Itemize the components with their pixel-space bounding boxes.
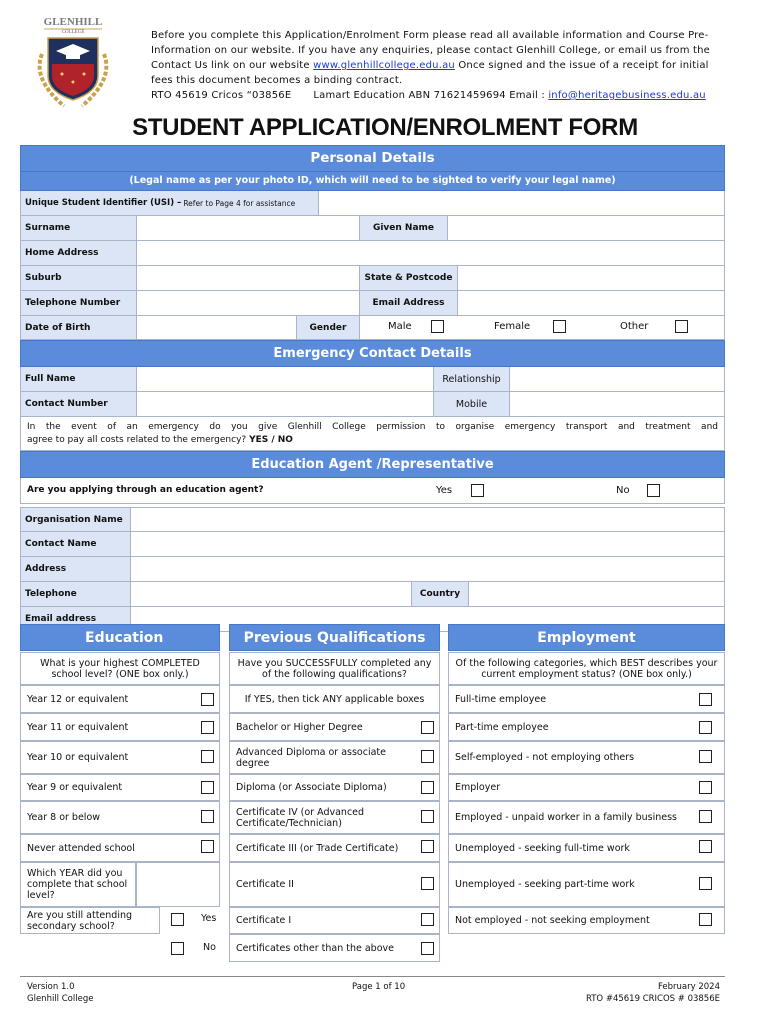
given-name-input[interactable] [448, 216, 724, 240]
usi-label: Unique Student Identifier (USI) – Refer to Page 4 for assistance [21, 191, 319, 215]
employment-header: Employment [448, 624, 725, 651]
attending-no-checkbox[interactable] [171, 942, 184, 955]
employment-option: Employed - unpaid worker in a family business [448, 801, 725, 834]
qualification-checkbox[interactable] [421, 810, 434, 823]
education-header: Education [20, 624, 220, 651]
year-completed-input[interactable] [136, 862, 220, 907]
telephone-label: Telephone Number [21, 291, 137, 315]
emergency-contact-label: Contact Number [21, 392, 137, 416]
relationship-input[interactable] [510, 367, 724, 391]
agent-contact-input[interactable] [131, 532, 724, 556]
attending-yes-label: Yes [201, 913, 217, 924]
state-postcode-label: State & Postcode [360, 266, 458, 290]
given-name-label: Given Name [360, 216, 448, 240]
qualification-option: Certificate III (or Trade Certificate) [229, 834, 440, 862]
qualification-checkbox[interactable] [421, 913, 434, 926]
female-checkbox[interactable] [553, 320, 566, 333]
qualification-option: Diploma (or Associate Diploma) [229, 774, 440, 801]
country-input[interactable] [469, 582, 724, 606]
qualification-checkbox[interactable] [421, 750, 434, 763]
suburb-input[interactable] [137, 266, 360, 290]
qualification-option: Bachelor or Higher Degree [229, 713, 440, 741]
qualification-checkbox[interactable] [421, 840, 434, 853]
attending-yes-checkbox[interactable] [171, 913, 184, 926]
education-option: Year 12 or equivalent [20, 685, 220, 713]
qualification-option: Certificate I [229, 907, 440, 934]
email-label: Email Address [360, 291, 458, 315]
employment-checkbox[interactable] [699, 840, 712, 853]
employment-checkbox[interactable] [699, 693, 712, 706]
form-upper [20, 145, 725, 632]
personal-note: (Legal name as per your photo ID, which will need to be sighted to verify your legal name) [20, 172, 725, 191]
qualification-option: Advanced Diploma or associate degree [229, 741, 440, 774]
agent-contact-label: Contact Name [21, 532, 131, 556]
qualification-checkbox[interactable] [421, 877, 434, 890]
qualification-checkbox[interactable] [421, 781, 434, 794]
other-label: Other [620, 321, 649, 332]
dob-input[interactable] [137, 316, 297, 339]
agent-no-checkbox[interactable] [647, 484, 660, 497]
education-option: Year 10 or equivalent [20, 741, 220, 774]
previous-question: Have you SUCCESSFULLY completed any of the following qualifications? [229, 652, 440, 685]
surname-input[interactable] [137, 216, 360, 240]
male-checkbox[interactable] [431, 320, 444, 333]
employment-option: Part-time employee [448, 713, 725, 741]
mobile-input[interactable] [510, 392, 724, 416]
employment-option: Full-time employee [448, 685, 725, 713]
page-number: Page 1 of 10 [352, 982, 406, 992]
previous-tick-note: If YES, then tick ANY applicable boxes [229, 685, 440, 713]
employment-option: Employer [448, 774, 725, 801]
agent-yes-label: Yes [436, 485, 453, 496]
personal-header: Personal Details [20, 145, 725, 172]
education-option: Year 8 or below [20, 801, 220, 834]
agent-yes-checkbox[interactable] [471, 484, 484, 497]
education-checkbox[interactable] [201, 810, 214, 823]
education-question: What is your highest COMPLETED school level? (ONE box only.) [20, 652, 220, 685]
employment-checkbox[interactable] [699, 913, 712, 926]
qualification-option: Certificate II [229, 862, 440, 907]
employment-checkbox[interactable] [699, 750, 712, 763]
emergency-full-name-input[interactable] [137, 367, 434, 391]
education-checkbox[interactable] [201, 750, 214, 763]
country-label: Country [412, 582, 469, 606]
qualification-checkbox[interactable] [421, 942, 434, 955]
other-checkbox[interactable] [675, 320, 688, 333]
college-logo [14, 14, 132, 114]
surname-label: Surname [21, 216, 137, 240]
emergency-full-name-label: Full Name [21, 367, 137, 391]
agent-question: Are you applying through an education agent? [27, 485, 264, 495]
male-label: Male [388, 321, 412, 332]
email-input[interactable] [458, 291, 724, 315]
employment-checkbox[interactable] [699, 781, 712, 794]
education-checkbox[interactable] [201, 721, 214, 734]
usi-input[interactable] [319, 191, 724, 215]
employment-checkbox[interactable] [699, 877, 712, 890]
agent-header: Education Agent /Representative [20, 451, 725, 478]
gender-label: Gender [297, 316, 360, 339]
agent-telephone-label: Telephone [21, 582, 131, 606]
emergency-consent: In the event of an emergency do you give Glenhill College permission to organise emergency transport and treatment and agree to pay all costs related to the emergency? YES / NO [20, 417, 725, 451]
employment-option: Not employed - not seeking employment [448, 907, 725, 934]
logo-name: GLENHILL [43, 16, 103, 28]
relationship-label: Relationship [434, 367, 510, 391]
education-option: Never attended school [20, 834, 220, 862]
employment-checkbox[interactable] [699, 810, 712, 823]
emergency-contact-input[interactable] [137, 392, 434, 416]
qualifications-section [20, 624, 725, 970]
agent-email-label: Email address [21, 607, 131, 631]
employment-question: Of the following categories, which BEST describes your current employment status? (ONE box only.) [448, 652, 725, 685]
attending-no-label: No [203, 942, 216, 953]
qualification-checkbox[interactable] [421, 721, 434, 734]
agent-address-input[interactable] [131, 557, 724, 581]
org-name-input[interactable] [131, 508, 724, 531]
qualification-option: Certificate IV (or Advanced Certificate/Technician) [229, 801, 440, 834]
employment-option: Unemployed - seeking full-time work [448, 834, 725, 862]
agent-telephone-input[interactable] [131, 582, 412, 606]
education-checkbox[interactable] [201, 693, 214, 706]
footer-left: Version 1.0 Glenhill College [27, 982, 94, 1004]
education-option: Year 11 or equivalent [20, 713, 220, 741]
education-option: Year 9 or equivalent [20, 774, 220, 801]
org-name-label: Organisation Name [21, 508, 131, 531]
education-checkbox[interactable] [201, 840, 214, 853]
website-link[interactable]: www.glenhillcollege.edu.au [313, 60, 455, 71]
still-attending-label: Are you still attending secondary school? [20, 907, 160, 934]
email-link[interactable]: info@heritagebusiness.edu.au [548, 90, 706, 101]
footer-right: February 2024 RTO #45619 CRICOS # 03856E [585, 982, 720, 1004]
employment-option: Self-employed - not employing others [448, 741, 725, 774]
mobile-label: Mobile [434, 392, 510, 416]
previous-header: Previous Qualifications [229, 624, 440, 651]
female-label: Female [494, 321, 531, 332]
agent-question-row [20, 478, 725, 504]
employment-checkbox[interactable] [699, 721, 712, 734]
agent-no-label: No [616, 485, 630, 496]
logo-sub: COLLEGE [61, 30, 85, 35]
home-address-label: Home Address [21, 241, 137, 265]
gender-options [360, 316, 724, 339]
year-completed-label: Which YEAR did you complete that school level? [20, 862, 136, 907]
qualification-option: Certificates other than the above [229, 934, 440, 962]
employment-option: Unemployed - seeking part-time work [448, 862, 725, 907]
intro-text: Before you complete this Application/Enrolment Form please read all available information and Course Pre- Information on our website. If you have any enquiries, please contact Glenhill College, or email us from the Contact Us link on our website www.glenhillcollege.edu.au Once signed and the issue of a receipt for initial fees this document becomes a binding contract. RTO 45619 Cricos “03856E Lamart Education ABN 71621459694 Email : info@heritagebusiness.edu.au [151, 30, 711, 101]
consent-yes-no[interactable]: YES / NO [249, 435, 293, 445]
suburb-label: Suburb [21, 266, 137, 290]
state-postcode-input[interactable] [458, 266, 724, 290]
page-title: STUDENT APPLICATION/ENROLMENT FORM [132, 114, 638, 141]
home-address-input[interactable] [137, 241, 724, 265]
emergency-header: Emergency Contact Details [20, 340, 725, 367]
education-checkbox[interactable] [201, 781, 214, 794]
telephone-input[interactable] [137, 291, 360, 315]
footer-rule [20, 976, 725, 977]
agent-address-label: Address [21, 557, 131, 581]
dob-label: Date of Birth [21, 316, 137, 339]
